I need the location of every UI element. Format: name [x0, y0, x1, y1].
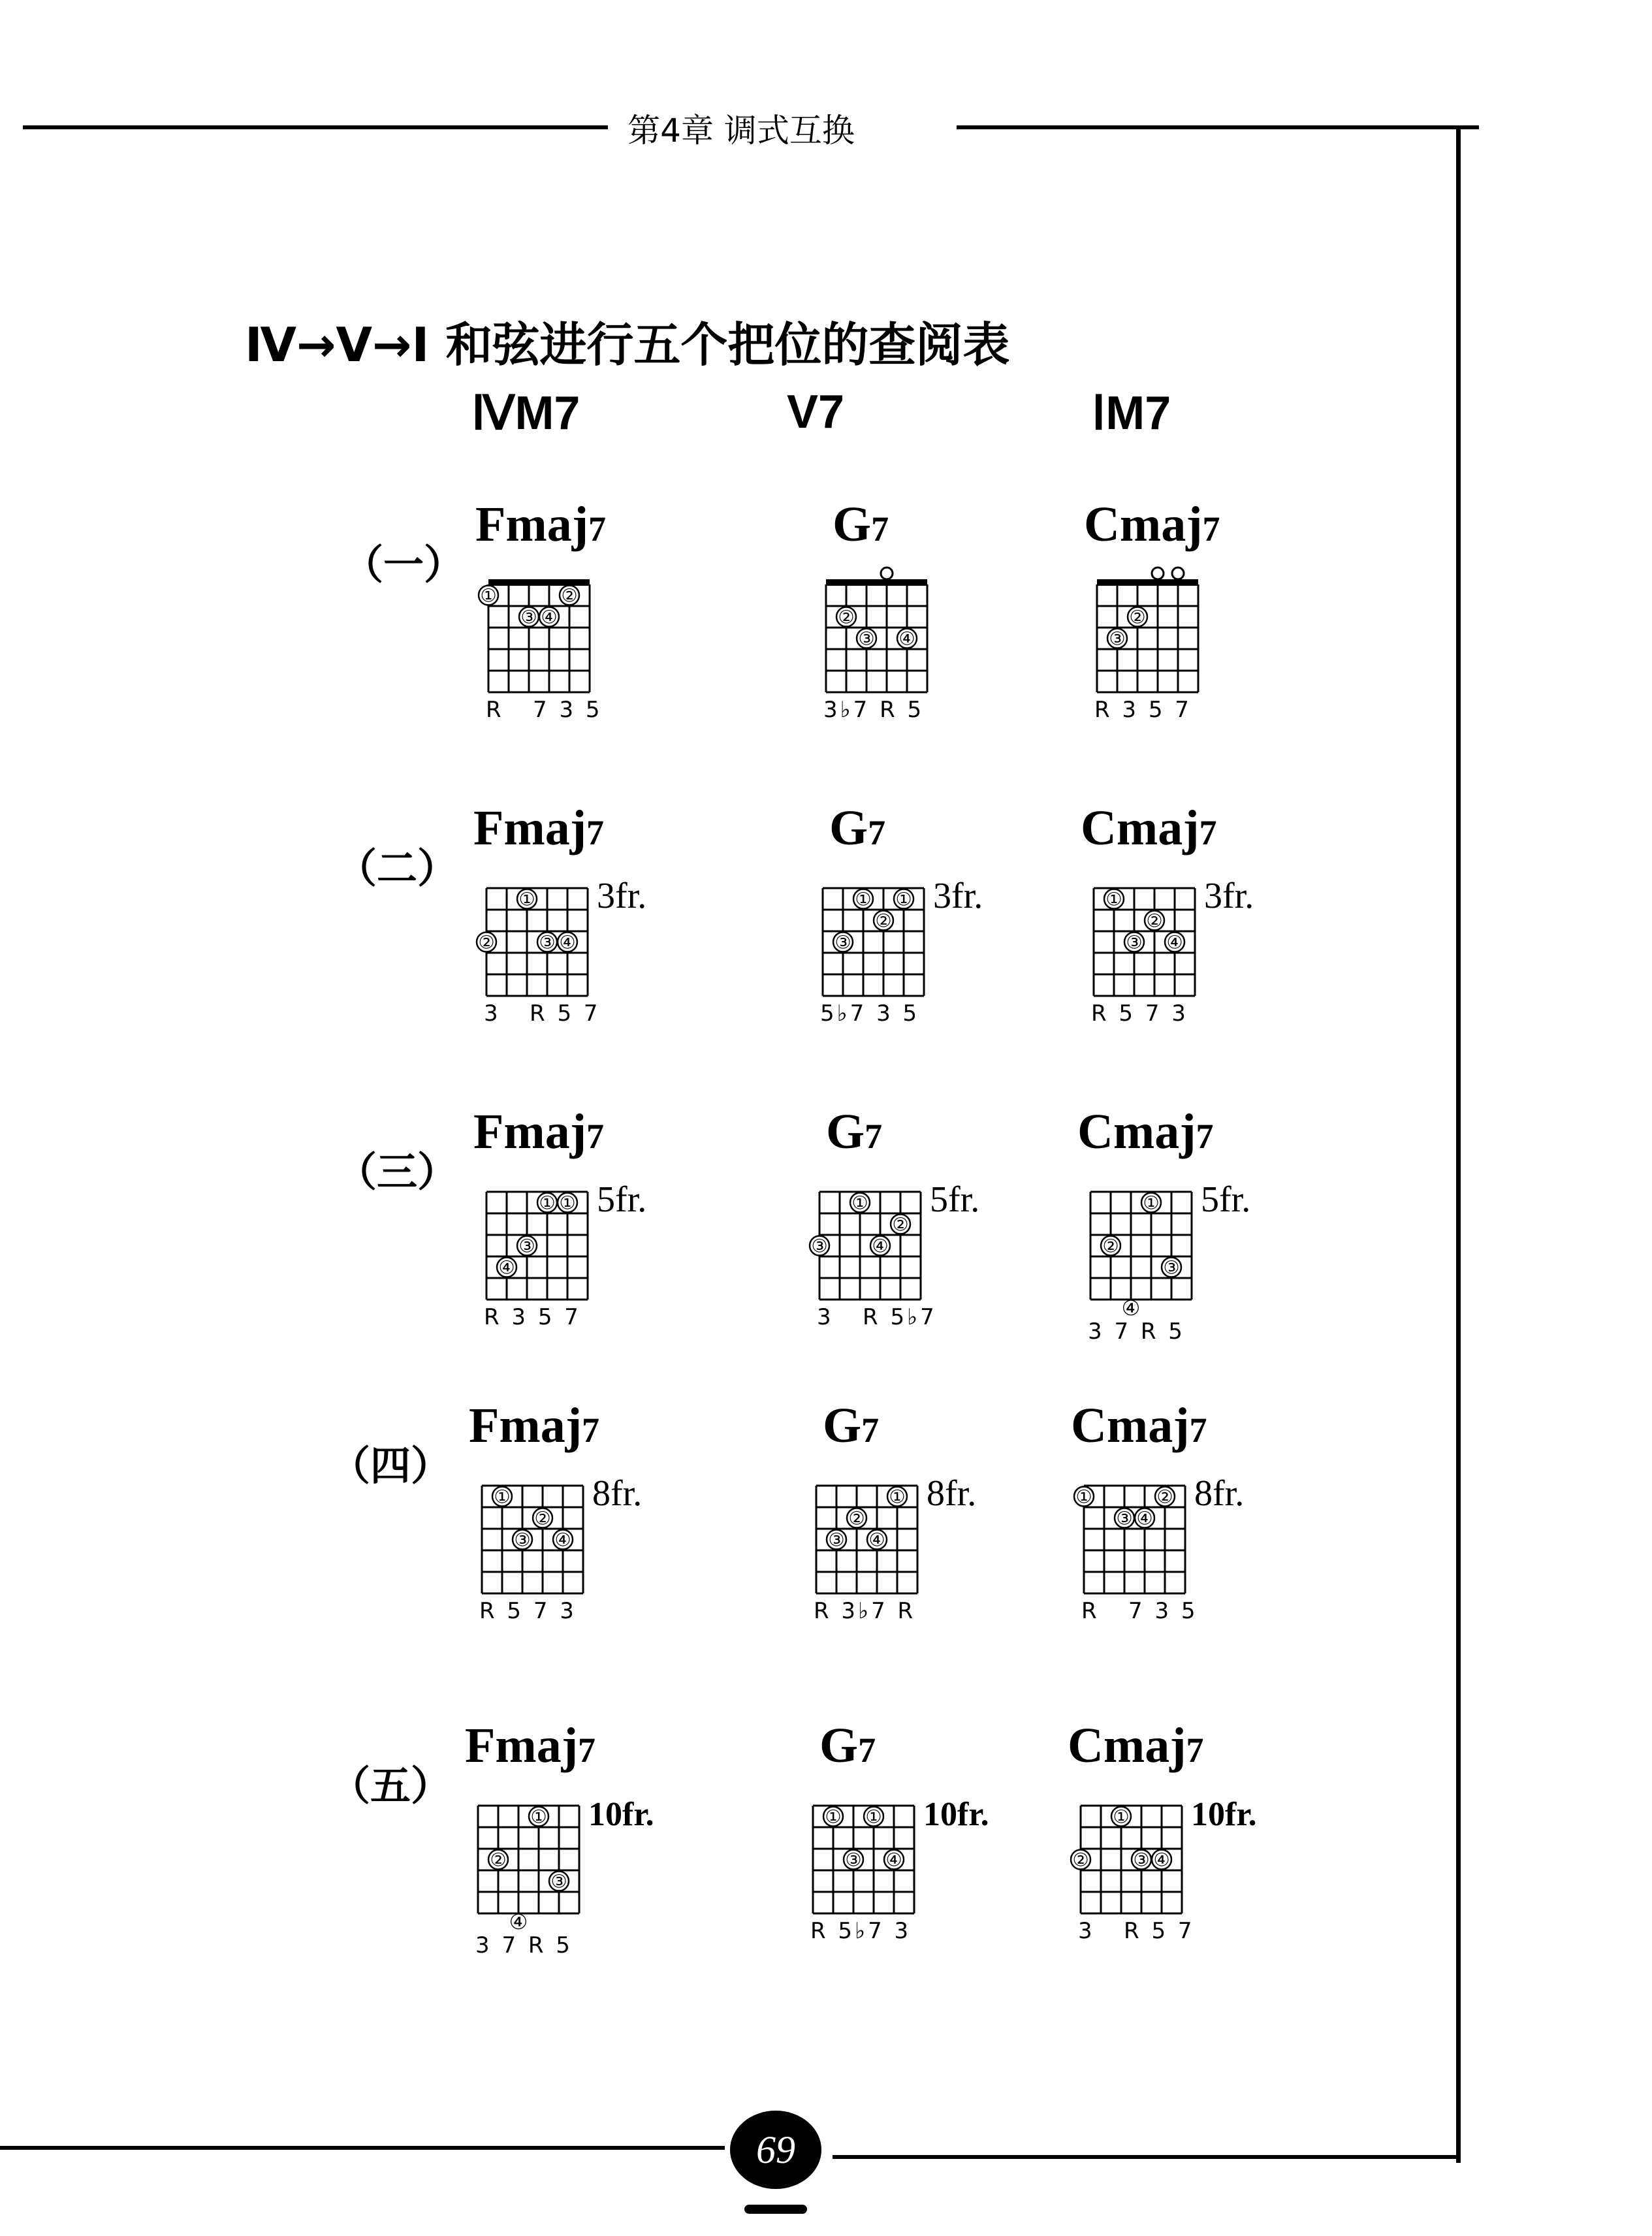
svg-text:④: ④ — [898, 628, 915, 650]
footer-rule-right — [833, 2155, 1459, 2159]
chord-name — [475, 496, 606, 553]
finger-marker-below: ④ — [509, 1909, 528, 1934]
finger-marker — [1074, 1486, 1094, 1508]
finger-marker — [894, 889, 913, 910]
svg-text:①: ① — [530, 1806, 547, 1828]
chord-tones-label: R 5 7 3 — [479, 1598, 577, 1624]
svg-text:③: ③ — [828, 1529, 845, 1551]
fretboard — [1081, 869, 1299, 1055]
finger-marker — [864, 1806, 883, 1828]
svg-text:③: ③ — [811, 1235, 828, 1257]
svg-text:①: ① — [480, 584, 497, 607]
svg-text:③: ③ — [1126, 931, 1143, 953]
finger-marker — [553, 1529, 573, 1551]
svg-text:②: ② — [892, 1213, 909, 1236]
chord-tones-label: R 7 3 5 — [1081, 1598, 1198, 1624]
finger-marker — [823, 1806, 843, 1828]
row-label: （一） — [343, 541, 465, 588]
svg-text:④: ④ — [1136, 1507, 1153, 1529]
svg-text:③: ③ — [858, 628, 875, 650]
fretboard — [1084, 565, 1303, 751]
chord-extension-label: 7 — [1199, 813, 1217, 852]
finger-marker — [1107, 628, 1127, 650]
fret-position-label: 5fr. — [930, 1179, 980, 1220]
chord-extension-label: 7 — [861, 1411, 880, 1450]
chord-name — [1084, 496, 1220, 553]
svg-text:①: ① — [494, 1486, 511, 1508]
svg-text:②: ② — [534, 1507, 551, 1529]
finger-marker — [897, 628, 917, 650]
svg-text:③: ③ — [1109, 628, 1126, 650]
chord-tones-label: 5♭7 3 5 — [820, 1000, 920, 1027]
chord-root-label: G — [826, 1104, 865, 1159]
svg-text:③: ③ — [1163, 1256, 1180, 1279]
svg-text:④: ④ — [498, 1256, 515, 1279]
finger-marker — [1135, 1508, 1154, 1529]
finger-marker — [537, 932, 557, 953]
finger-marker — [497, 1257, 516, 1279]
finger-marker-below: ④ — [1121, 1296, 1141, 1320]
chapter-title: 第4章 调式互换 — [608, 112, 874, 150]
row-label: （三） — [336, 1148, 458, 1196]
finger-marker — [836, 607, 856, 628]
fretboard — [813, 565, 1032, 751]
svg-text:③: ③ — [514, 1529, 531, 1551]
chord-extension-label: 7 — [1189, 1411, 1207, 1450]
fretboard — [1071, 1466, 1290, 1652]
fret-position-label: 10fr. — [1191, 1796, 1257, 1833]
chord-name — [823, 1398, 879, 1454]
footer-rule-left — [0, 2146, 725, 2150]
svg-text:③: ③ — [845, 1849, 862, 1871]
page-border-right — [1456, 125, 1461, 2163]
chord-extension-label: 7 — [1186, 1731, 1204, 1770]
chord-name — [833, 496, 889, 553]
finger-marker — [1124, 932, 1144, 953]
finger-marker — [1155, 1486, 1175, 1508]
chord-extension-label: 7 — [1196, 1117, 1214, 1156]
fretboard — [465, 1786, 684, 1972]
chord-root-label: Fmaj — [473, 1104, 587, 1159]
fret-position-label: 3fr. — [597, 876, 647, 916]
chord-root-label: Fmaj — [469, 1398, 582, 1453]
finger-marker — [558, 1192, 577, 1214]
finger-marker — [517, 889, 537, 910]
chord-root-label: G — [823, 1398, 862, 1453]
svg-text:③: ③ — [1116, 1507, 1133, 1529]
finger-marker — [1104, 889, 1124, 910]
chord-root-label: Cmaj — [1077, 1104, 1196, 1159]
fretboard — [1077, 1172, 1296, 1358]
fretboard — [1068, 1786, 1286, 1972]
chord-name — [473, 1104, 604, 1160]
chord-root-label: Fmaj — [465, 1718, 579, 1773]
chord-name — [1081, 800, 1217, 857]
finger-marker — [1145, 910, 1164, 932]
finger-marker — [867, 1529, 887, 1551]
chord-root-label: Fmaj — [475, 497, 589, 552]
fretboard — [469, 1466, 688, 1652]
chord-extension-label: 7 — [858, 1731, 876, 1770]
svg-text:①: ① — [825, 1806, 842, 1828]
chord-root-label: G — [829, 801, 868, 855]
svg-text:①: ① — [855, 888, 872, 910]
chord-root-label: G — [833, 497, 872, 552]
chord-name — [469, 1398, 599, 1454]
fretboard — [806, 1172, 1025, 1358]
svg-text:④: ④ — [554, 1529, 571, 1551]
finger-marker — [874, 910, 893, 932]
finger-marker — [488, 1849, 508, 1871]
finger-marker — [891, 1214, 910, 1236]
chord-tones-label: R 3 5 7 — [1094, 697, 1192, 723]
finger-marker — [479, 585, 498, 607]
chord-tones-label: R 5 7 3 — [1091, 1000, 1188, 1027]
finger-marker — [529, 1806, 548, 1828]
svg-text:③: ③ — [520, 606, 537, 628]
finger-marker — [870, 1236, 890, 1257]
chord-extension-label: 7 — [586, 813, 605, 852]
svg-text:②: ② — [478, 931, 495, 953]
chord-root-label: Cmaj — [1068, 1718, 1186, 1773]
chord-extension-label: 7 — [871, 509, 889, 549]
finger-marker — [1101, 1236, 1120, 1257]
finger-marker — [1111, 1806, 1131, 1828]
finger-marker — [537, 1192, 557, 1214]
chapter-header — [0, 104, 1482, 152]
svg-text:①: ① — [1075, 1486, 1092, 1508]
svg-text:③: ③ — [834, 931, 851, 953]
finger-marker — [850, 1192, 870, 1214]
finger-marker — [517, 1236, 537, 1257]
fretboard — [810, 869, 1028, 1055]
svg-text:②: ② — [1072, 1849, 1089, 1871]
chord-extension-label: 7 — [868, 813, 886, 852]
chord-name — [1077, 1104, 1214, 1160]
chord-extension-label: 7 — [586, 1117, 605, 1156]
finger-marker — [853, 889, 873, 910]
open-string-marker — [1152, 567, 1164, 579]
finger-marker — [1141, 1192, 1161, 1214]
finger-marker — [558, 932, 577, 953]
finger-marker — [1132, 1849, 1151, 1871]
svg-text:④: ④ — [1166, 931, 1183, 953]
page-number: 69 — [730, 2111, 821, 2189]
finger-marker — [477, 932, 496, 953]
finger-marker — [884, 1849, 904, 1871]
chord-tones-label: 3 R 5 7 — [484, 1000, 601, 1027]
page-number-base — [744, 2205, 807, 2214]
svg-text:④: ④ — [885, 1849, 902, 1871]
chord-tones-label: 3 R 5 7 — [1078, 1918, 1195, 1944]
finger-marker — [887, 1486, 907, 1508]
svg-text:②: ② — [1129, 606, 1146, 628]
chord-name — [1071, 1398, 1207, 1454]
finger-marker — [810, 1236, 829, 1257]
chord-extension-label: 7 — [578, 1731, 596, 1770]
fretboard — [473, 869, 692, 1055]
chord-root-label: Cmaj — [1081, 801, 1199, 855]
open-string-marker — [1172, 567, 1184, 579]
finger-marker — [533, 1508, 552, 1529]
finger-marker — [539, 607, 559, 628]
svg-text:①: ① — [1105, 888, 1122, 910]
finger-marker — [827, 1529, 846, 1551]
chord-name — [829, 800, 885, 857]
chord-tones-label: R 5♭7 3 — [810, 1918, 912, 1944]
svg-text:①: ① — [889, 1486, 906, 1508]
finger-marker — [1165, 932, 1184, 953]
chord-root-label: Cmaj — [1084, 497, 1203, 552]
finger-marker — [513, 1529, 532, 1551]
svg-text:④: ④ — [872, 1235, 889, 1257]
svg-text:③: ③ — [518, 1235, 535, 1257]
chord-extension-label: 7 — [1202, 509, 1220, 549]
fret-position-label: 8fr. — [592, 1473, 643, 1514]
column-header-v: V7 — [787, 386, 845, 438]
finger-marker — [844, 1849, 863, 1871]
chord-extension-label: 7 — [865, 1117, 883, 1156]
column-header-i: ⅠM7 — [1092, 387, 1171, 439]
fret-position-label: 3fr. — [1204, 876, 1254, 916]
page-title: Ⅳ→Ⅴ→Ⅰ 和弦进行五个把位的查阅表 — [245, 317, 1010, 372]
finger-marker — [549, 1871, 569, 1893]
finger-marker — [1152, 1849, 1171, 1871]
chord-tones-label: 3 7 R 5 — [475, 1932, 573, 1958]
chord-name — [465, 1717, 596, 1774]
svg-text:④: ④ — [868, 1529, 885, 1551]
chord-tones-label: R 7 3 5 — [486, 697, 603, 723]
row-label: （四） — [330, 1442, 452, 1490]
fret-position-label: 10fr. — [923, 1796, 989, 1833]
svg-text:②: ② — [561, 584, 578, 607]
svg-text:④: ④ — [1153, 1849, 1170, 1871]
fret-position-label: 5fr. — [1201, 1179, 1251, 1220]
chord-extension-label: 7 — [582, 1411, 600, 1450]
chord-tones-label: 3 R 5♭7 — [817, 1304, 937, 1330]
finger-marker — [1162, 1257, 1181, 1279]
svg-text:③: ③ — [1133, 1849, 1150, 1871]
open-string-marker — [881, 567, 893, 579]
fretboard — [800, 1786, 1019, 1972]
chord-tones-label: R 3 5 7 — [484, 1304, 581, 1330]
chord-tones-label: 3♭7 R 5 — [823, 697, 925, 723]
finger-marker — [1128, 607, 1147, 628]
column-header-iv: ⅣM7 — [471, 387, 580, 439]
fret-position-label: 5fr. — [597, 1179, 647, 1220]
row-label: （五） — [330, 1762, 452, 1810]
chord-root-label: G — [819, 1718, 859, 1773]
finger-marker — [519, 607, 539, 628]
finger-marker — [1115, 1508, 1134, 1529]
svg-text:①: ① — [1143, 1192, 1160, 1214]
fret-position-label: 3fr. — [933, 876, 983, 916]
finger-marker — [560, 585, 579, 607]
fret-position-label: 8fr. — [1194, 1473, 1245, 1514]
chord-name — [1068, 1717, 1204, 1774]
svg-text:②: ② — [848, 1507, 865, 1529]
finger-marker — [847, 1508, 866, 1529]
svg-text:②: ② — [490, 1849, 507, 1871]
svg-text:②: ② — [875, 910, 892, 932]
chord-root-label: Cmaj — [1071, 1398, 1190, 1453]
svg-text:③: ③ — [550, 1870, 567, 1893]
fret-position-label: 8fr. — [927, 1473, 977, 1514]
svg-text:①: ① — [865, 1806, 882, 1828]
svg-text:②: ② — [1146, 910, 1163, 932]
svg-text:③: ③ — [539, 931, 556, 953]
chord-name — [473, 800, 604, 857]
svg-text:①: ① — [1113, 1806, 1130, 1828]
finger-marker — [1071, 1849, 1090, 1871]
chord-name — [819, 1717, 876, 1774]
chord-root-label: Fmaj — [473, 801, 587, 855]
svg-text:①: ① — [559, 1192, 576, 1214]
fretboard — [803, 1466, 1022, 1652]
svg-text:②: ② — [1156, 1486, 1173, 1508]
svg-text:②: ② — [838, 606, 855, 628]
chord-tones-label: R 3♭7 R — [814, 1598, 916, 1624]
svg-text:①: ① — [895, 888, 912, 910]
chord-tones-label: 3 7 R 5 — [1088, 1318, 1185, 1345]
finger-marker — [492, 1486, 512, 1508]
finger-marker — [833, 932, 853, 953]
chord-extension-label: 7 — [588, 509, 607, 549]
finger-marker — [857, 628, 876, 650]
svg-text:①: ① — [851, 1192, 868, 1214]
fret-position-label: 10fr. — [588, 1796, 654, 1833]
svg-text:④: ④ — [541, 606, 558, 628]
row-label: （二） — [336, 844, 458, 892]
chord-name — [826, 1104, 882, 1160]
svg-text:②: ② — [1102, 1235, 1119, 1257]
svg-text:④: ④ — [559, 931, 576, 953]
svg-text:①: ① — [518, 888, 535, 910]
fretboard — [473, 1172, 692, 1358]
svg-text:①: ① — [539, 1192, 556, 1214]
fretboard — [475, 565, 694, 751]
